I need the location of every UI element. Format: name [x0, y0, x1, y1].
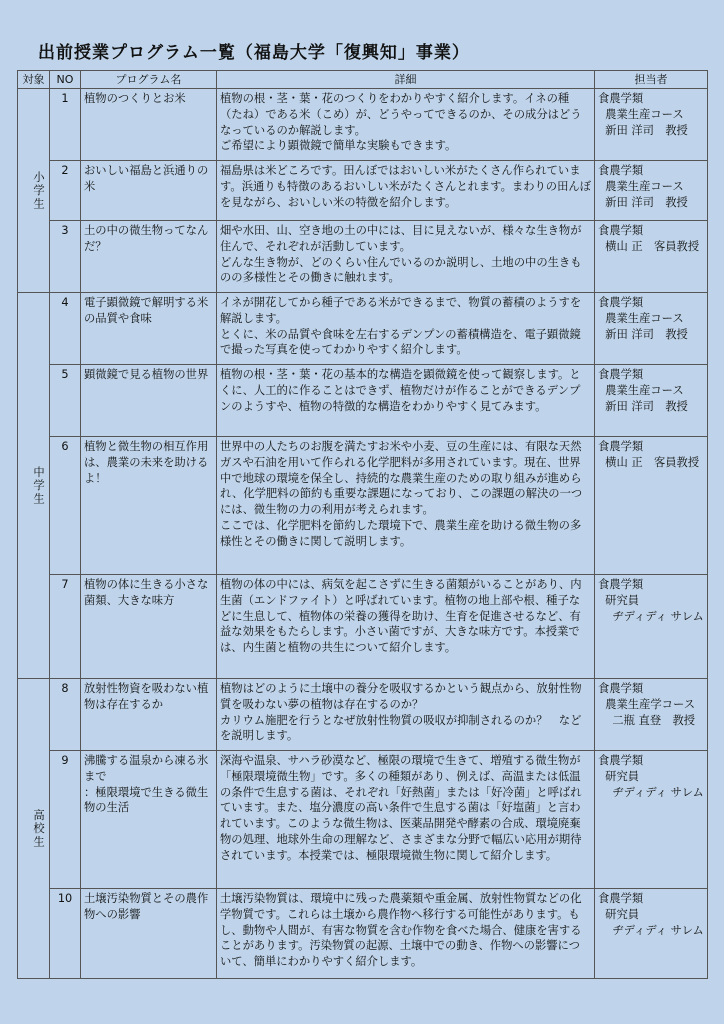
row-number: 1: [50, 89, 81, 161]
program-staff: [595, 679, 708, 751]
staff-line: 食農学類: [598, 92, 644, 105]
header-staff: 担当者: [595, 71, 708, 89]
table-row: [18, 889, 708, 979]
table-row: [18, 221, 708, 293]
program-staff: [595, 293, 708, 365]
staff-line: 横山 正 客員教授: [598, 455, 700, 469]
staff-line: 食農学類: [598, 296, 644, 309]
program-detail: 植物の体の中には、病気を起こさずに生きる菌類がいることがあり、内生菌（エンドファイト）と呼ばれています。植物の地上部や根、種子などに生息して、植物体の栄養の獲得を助け、生育を促進させるなど、有益な効果をもたらします。小さい菌ですが、大きな味方です。本授業では、内生菌と植物の共生について紹介します。: [217, 575, 595, 679]
program-detail: 植物はどのように土壌中の養分を吸収するかという観点から、放射性物質を吸わない夢の植物は存在するのか？ カリウム施肥を行うとなぜ放射性物質の吸収が抑制されるのか？ などを説明します。: [217, 679, 595, 751]
staff-line: ヂディディ サレム: [598, 785, 704, 799]
header-level: 対象: [18, 71, 50, 89]
staff-line: 食農学類: [598, 682, 644, 695]
program-staff: [595, 751, 708, 889]
program-detail: 福島県は米どころです。田んぼではおいしい米がたくさん作られています。浜通りも特徴のあるおいしい米がたくさんとれます。まわりの田んぼを見ながら、おいしい米の特徴を紹介します。: [217, 161, 595, 221]
row-number: 5: [50, 365, 81, 437]
program-detail: 植物の根・茎・葉・花の基本的な構造を顕微鏡を使って観察します。とくに、人工的に作ることはできず、植物だけが作ることができるデンプンのようすや、植物の特徴的な構造をわかりやすく見てみます。: [217, 365, 595, 437]
row-number: 8: [50, 679, 81, 751]
table-row: [18, 293, 708, 365]
target-level-high: 高校生: [18, 679, 50, 979]
staff-line: 農業生産コース: [598, 311, 684, 325]
staff-line: 食農学類: [598, 754, 644, 767]
table-row: [18, 161, 708, 221]
table-row: [18, 751, 708, 889]
program-detail: イネが開花してから種子である米ができるまで、物質の蓄積のようすを解説します。 とくに、米の品質や食味を左右するデンプンの蓄積構造を、電子顕微鏡で撮った写真を使ってわかりやすく紹介します。: [217, 293, 595, 365]
program-detail: 植物の根・茎・葉・花のつくりをわかりやすく紹介します。イネの種（たね）である米（こめ）が、どうやってできるのか、その成分はどうなっているのか解説します。 ご希望により顕微鏡で簡単な実験もできます。: [217, 89, 595, 161]
program-name: 沸騰する温泉から凍る氷まで ：極限環境で生きる微生物の生活: [81, 751, 217, 889]
staff-line: 食農学類: [598, 368, 644, 381]
staff-line: 農業生産コース: [598, 107, 684, 121]
staff-line: 横山 正 客員教授: [598, 239, 700, 253]
staff-line: 農業生産コース: [598, 179, 684, 193]
row-number: 7: [50, 575, 81, 679]
header-detail: 詳細: [217, 71, 595, 89]
staff-line: 二瓶 直登 教授: [598, 713, 696, 727]
program-staff: [595, 89, 708, 161]
program-table: [17, 70, 708, 979]
program-name: 植物の体に生きる小さな菌類、大きな味方: [81, 575, 217, 679]
staff-line: 農業生産学コース: [598, 697, 695, 711]
table-row: [18, 575, 708, 679]
header-no: NO: [50, 71, 81, 89]
staff-line: 食農学類: [598, 578, 644, 591]
staff-line: 研究員: [598, 769, 640, 783]
program-staff: [595, 575, 708, 679]
staff-line: 食農学類: [598, 224, 644, 237]
page-title: 出前授業プログラム一覧（福島大学「復興知」事業）: [38, 43, 470, 63]
row-number: 9: [50, 751, 81, 889]
target-level-junior: 中学生: [18, 293, 50, 679]
program-name: 土の中の微生物ってなんだ？: [81, 221, 217, 293]
row-number: 4: [50, 293, 81, 365]
program-detail: 土壌汚染物質は、環境中に残った農薬類や重金属、放射性物質などの化学物質です。これらは土壌から農作物へ移行する可能性があります。もし、動物や人間が、有害な物質を含む作物を食べた場合、健康を害することがあります。汚染物質の起源、土壌中での動き、作物への影響について、簡単にわかりやすく紹介します。: [217, 889, 595, 979]
staff-line: 農業生産コース: [598, 383, 684, 397]
program-detail: 深海や温泉、サハラ砂漠など、極限の環境で生きて、増殖する微生物が「極限環境微生物」です。多くの種類があり、例えば、高温または低温の条件で生息する菌は、それぞれ「好熱菌」または「好冷菌」と呼ばれています。また、塩分濃度の高い条件で生息する菌は「好塩菌」と言われています。このような微生物は、医薬品開発や酵素の合成、環境廃棄物の処理、地球外生命の理解など、さまざまな分野で幅広い応用が期待されています。本授業では、極限環境微生物に関して紹介します。: [217, 751, 595, 889]
program-staff: [595, 161, 708, 221]
program-staff: [595, 889, 708, 979]
program-name: 植物のつくりとお米: [81, 89, 217, 161]
table-header-row: [18, 71, 708, 89]
staff-line: 食農学類: [598, 164, 644, 177]
row-number: 2: [50, 161, 81, 221]
header-program: プログラム名: [81, 71, 217, 89]
program-name: 放射性物資を吸わない植物は存在するか: [81, 679, 217, 751]
row-number: 6: [50, 437, 81, 575]
program-staff: [595, 221, 708, 293]
staff-line: 研究員: [598, 593, 640, 607]
program-staff: [595, 437, 708, 575]
program-detail: 畑や水田、山、空き地の土の中には、目に見えないが、様々な生き物が住んで、それぞれが活動しています。 どんな生き物が、どのくらい住んでいるのか説明し、土地の中の生きものの多様性とその働きに触れます。: [217, 221, 595, 293]
program-detail: 世界中の人たちのお腹を満たすお米や小麦、豆の生産には、有限な天然ガスや石油を用いて作られる化学肥料が多用されています。現在、世界中で地球の環境を保全し、持続的な農業生産のための取り組みが進められ、化学肥料の節約も重要な課題になっており、この課題の解決の一つには、微生物の力の利用が考えられます。 ここでは、化学肥料を節約した環境下で、農業生産を助ける微生物の多様性とその働きに関して説明します。: [217, 437, 595, 575]
table-row: [18, 365, 708, 437]
program-name: 電子顕微鏡で解明する米の品質や食味: [81, 293, 217, 365]
staff-line: ヂディディ サレム: [598, 923, 704, 937]
table-row: [18, 679, 708, 751]
staff-line: ヂディディ サレム: [598, 609, 704, 623]
program-staff: [595, 365, 708, 437]
staff-line: 新田 洋司 教授: [598, 399, 688, 413]
program-name: おいしい福島と浜通りの米: [81, 161, 217, 221]
row-number: 10: [50, 889, 81, 979]
staff-line: 食農学類: [598, 892, 644, 905]
target-level-elementary: 小学生: [18, 89, 50, 293]
table-row: [18, 437, 708, 575]
program-name: 植物と微生物の相互作用は、農業の未来を助けるよ！: [81, 437, 217, 575]
row-number: 3: [50, 221, 81, 293]
staff-line: 新田 洋司 教授: [598, 327, 688, 341]
staff-line: 食農学類: [598, 440, 644, 453]
staff-line: 新田 洋司 教授: [598, 123, 688, 137]
staff-line: 研究員: [598, 907, 640, 921]
program-name: 土壌汚染物質とその農作物への影響: [81, 889, 217, 979]
program-name: 顕微鏡で見る植物の世界: [81, 365, 217, 437]
table-row: [18, 89, 708, 161]
staff-line: 新田 洋司 教授: [598, 195, 688, 209]
